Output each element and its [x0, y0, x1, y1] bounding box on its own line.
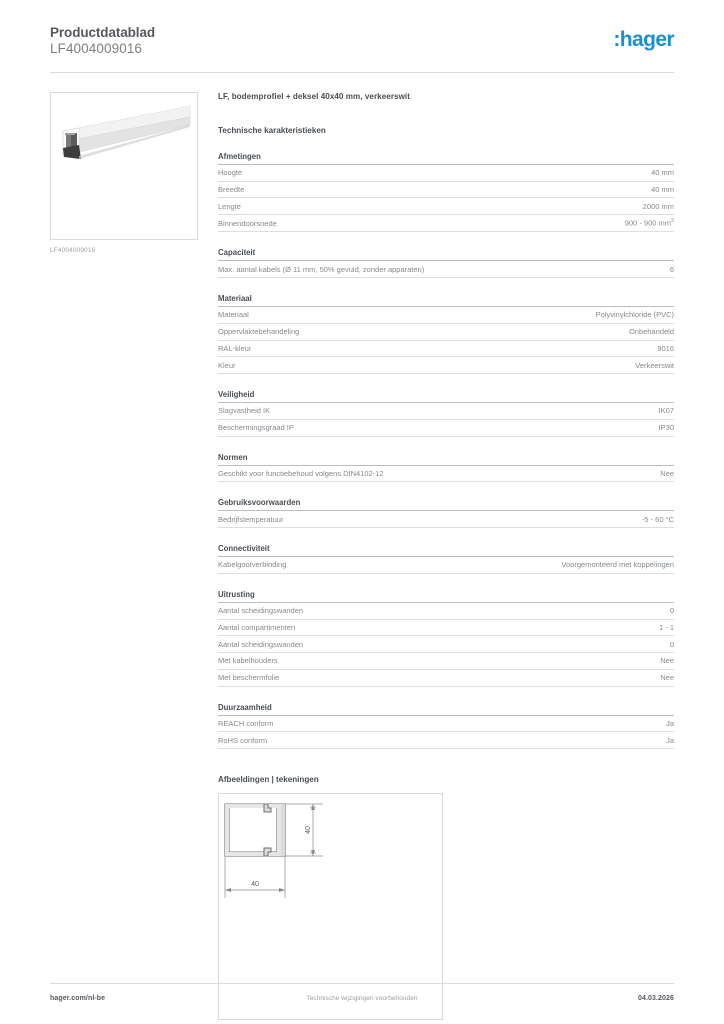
product-image-caption: LF4004009016 [50, 246, 96, 254]
header-titles [50, 25, 155, 58]
spec-row [218, 261, 674, 278]
spec-value: 6 [669, 264, 674, 274]
spec-group [218, 703, 674, 750]
spec-row [218, 420, 674, 437]
spec-value: 2000 mm [642, 201, 674, 211]
spec-row [218, 636, 674, 653]
spec-label: Slagvastheid IK [218, 406, 271, 416]
spec-value: -5 - 60 °C [641, 514, 674, 524]
spec-value: 0 [669, 606, 674, 616]
page-body [50, 73, 674, 1020]
spec-group [218, 294, 674, 374]
spec-value: Ja [666, 735, 674, 745]
spec-row [218, 403, 674, 420]
spec-group [218, 390, 674, 437]
spec-row [218, 732, 674, 749]
footer-disclaimer: Technische wijzigingen voorbehouden [306, 995, 418, 1002]
spec-group [218, 498, 674, 528]
spec-group [218, 248, 674, 278]
spec-label: Kleur [218, 360, 236, 370]
spec-row [218, 341, 674, 358]
spec-row [218, 215, 674, 232]
spec-label: RAL-kleur [218, 343, 252, 353]
width-dimension-label: 40 [251, 881, 259, 889]
spec-row [218, 307, 674, 324]
spec-value: 9016 [657, 343, 674, 353]
spec-value: 0 [669, 639, 674, 649]
spec-label: Bedrijfstemperatuur [218, 514, 284, 524]
spec-value: IK07 [658, 406, 674, 416]
technical-characteristics-heading: Technische karakteristieken [218, 125, 326, 135]
spec-group-title: Capaciteit [218, 248, 674, 261]
spec-group [218, 152, 674, 233]
spec-row [218, 165, 674, 182]
spec-group-title: Materiaal [218, 294, 674, 307]
spec-group-title: Veiligheid [218, 390, 674, 403]
spec-value: 40 mm [651, 184, 674, 194]
spec-row [218, 670, 674, 687]
spec-row [218, 357, 674, 374]
drawings-heading: Afbeeldingen | tekeningen [218, 775, 319, 785]
spec-value: Nee [660, 468, 674, 478]
spec-value: Nee [660, 656, 674, 666]
spec-group-title: Gebruiksvoorwaarden [218, 498, 674, 511]
spec-group-title: Uitrusting [218, 590, 674, 603]
product-image-column [50, 92, 210, 1020]
spec-value: Nee [660, 673, 674, 683]
spec-label: Breedte [218, 184, 245, 194]
spec-label: REACH conform [218, 718, 274, 728]
footer-date: 04.03.2026 [637, 995, 674, 1002]
spec-value-superscript: 2 [671, 218, 674, 225]
spec-group-title: Afmetingen [218, 152, 674, 165]
spec-value: 1 - 1 [658, 622, 674, 632]
spec-value-text: 900 - 900 mm [624, 218, 671, 228]
spec-label: Met kabelhouders [218, 656, 278, 666]
spec-value: Onbehandeld [628, 327, 674, 337]
spec-group [218, 544, 674, 574]
spec-row [218, 324, 674, 341]
product-photo-frame [50, 92, 198, 240]
spec-groups [218, 152, 674, 749]
spec-value: Verkeerswit [635, 360, 674, 370]
spec-value: 40 mm [651, 168, 674, 178]
spec-label: Hoogte [218, 168, 243, 178]
spec-group-title: Duurzaamheid [218, 703, 674, 716]
spec-value: Ja [666, 718, 674, 728]
spec-label: Lengte [218, 201, 241, 211]
spec-row [218, 182, 674, 199]
spec-row [218, 466, 674, 483]
spec-row [218, 716, 674, 733]
spec-row [218, 620, 674, 637]
spec-row [218, 198, 674, 215]
spec-group-title: Connectiviteit [218, 544, 674, 557]
spec-row [218, 603, 674, 620]
height-dimension-label: 40 [305, 826, 312, 835]
spec-label: Max. aantal kabels (Ø 11 mm, 50% gevuld, zonder apparaten) [218, 264, 425, 274]
footer-divider [50, 983, 674, 984]
hager-logo: :hager [613, 28, 674, 51]
document-reference: LF4004009016 [50, 41, 143, 57]
product-photo [51, 93, 197, 239]
spec-label: Aantal scheidingswanden [218, 606, 304, 616]
spec-value [625, 218, 674, 228]
spec-group [218, 453, 674, 483]
spec-label: Aantal compartimenten [218, 622, 296, 632]
spec-label: Beschermingsgraad IP [218, 423, 294, 433]
spec-label: Oppervlaktebehandeling [218, 327, 300, 337]
spec-group [218, 590, 674, 687]
spec-row [218, 557, 674, 574]
page-footer [50, 983, 674, 1002]
spec-label: Geschikt voor functiebehoud volgens DIN4102-12 [218, 468, 384, 478]
spec-label: Aantal scheidingswanden [218, 639, 304, 649]
spec-value: IP30 [658, 423, 674, 433]
spec-group-title: Normen [218, 453, 674, 466]
spec-label: Binnendoorsnede [218, 218, 277, 228]
spec-row [218, 653, 674, 670]
footer-website[interactable]: hager.com/nl-be [50, 995, 106, 1002]
spec-label: Met beschermfolie [218, 673, 280, 683]
spec-label: Materiaal [218, 310, 249, 320]
spec-label: RoHS conform [218, 735, 268, 745]
spec-value: Voorgemonteerd met koppelingen [561, 560, 674, 570]
document-type: Productdatablad [50, 25, 156, 40]
page-header [50, 0, 674, 58]
spec-row [218, 511, 674, 528]
specifications-column [210, 92, 674, 1020]
spec-label: Kabelgootverbinding [218, 560, 287, 570]
spec-value: Polyvinylchloride (PVC) [595, 310, 674, 320]
product-title: LF, bodemprofiel + deksel 40x40 mm, verkeerswit [218, 91, 410, 101]
